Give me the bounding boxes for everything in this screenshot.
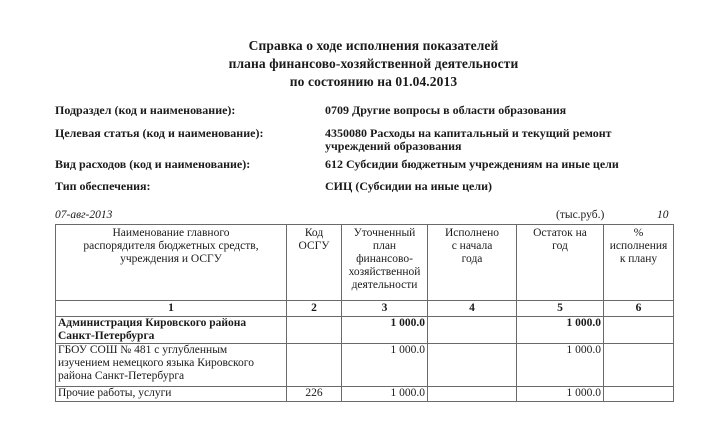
column-number-row [56, 301, 674, 317]
row-name-line: Администрация Кировского района [58, 317, 247, 329]
header-name-line: распорядителя бюджетных средств, [83, 240, 259, 252]
funding-value: СИЦ (Субсидии на иные цели) [325, 179, 492, 193]
title-line-3: по состоянию на 01.04.2013 [289, 74, 458, 89]
print-date: 07-авг-2013 [55, 209, 113, 221]
header-pct-line: исполнения [609, 240, 668, 252]
row-plan: 1 000.0 [342, 317, 428, 344]
target-value [325, 127, 612, 153]
page-number: 10 [657, 209, 669, 221]
table-row [56, 317, 674, 344]
header-rest-line: Остаток на [533, 227, 587, 239]
row-plan: 1 000.0 [342, 387, 428, 402]
header-pct [604, 225, 674, 301]
unit-label: (тыс.руб.) [556, 209, 605, 221]
row-done [428, 344, 517, 387]
table-header-row [56, 225, 674, 301]
table-row [56, 344, 674, 387]
row-name-line: изучением немецкого языка Кировского [58, 357, 254, 369]
row-plan: 1 000.0 [342, 344, 428, 387]
expense-label: Вид расходов (код и наименование): [55, 157, 251, 171]
column-number: 5 [517, 301, 604, 317]
header-rest-line: год [552, 240, 568, 252]
header-rest [517, 225, 604, 301]
header-plan-line: Уточненный [353, 227, 416, 239]
row-pct [604, 317, 674, 344]
header-pct-line: к плану [619, 253, 658, 265]
row-name-line: района Санкт-Петербурга [58, 370, 185, 382]
table-row [56, 387, 674, 402]
row-code [287, 344, 342, 387]
header-done-line: Исполнено [444, 227, 500, 239]
header-code-line: ОСГУ [298, 240, 330, 252]
target-value-line-1: 4350080 Расходы на капитальный и текущий ремонт [325, 126, 612, 140]
row-pct [604, 344, 674, 387]
header-done-line: с начала [451, 240, 493, 252]
column-number: 4 [428, 301, 517, 317]
header-code [287, 225, 342, 301]
row-pct [604, 387, 674, 402]
row-name-line: Санкт-Петербурга [58, 330, 155, 342]
header-name [56, 225, 287, 301]
column-number: 6 [604, 301, 674, 317]
column-number: 1 [56, 301, 287, 317]
header-code-line: Код [304, 227, 324, 239]
funding-label: Тип обеспечения: [55, 179, 151, 193]
column-number: 3 [342, 301, 428, 317]
header-done-line: года [461, 253, 483, 265]
row-name [56, 317, 287, 344]
subdivision-label: Подраздел (код и наименование): [55, 103, 236, 117]
row-rest: 1 000.0 [517, 317, 604, 344]
header-plan-line: деятельности [351, 279, 418, 291]
row-code [287, 317, 342, 344]
row-code: 226 [287, 387, 342, 402]
row-name: Прочие работы, услуги [56, 387, 287, 402]
column-number: 2 [287, 301, 342, 317]
target-value-line-2: учреждений образования [325, 139, 462, 153]
header-plan-line: хозяйственной [348, 266, 421, 278]
header-name-line: Наименование главного [112, 227, 230, 239]
row-name [56, 344, 287, 387]
header-plan-line: финансово- [356, 253, 413, 265]
row-name-line: ГБОУ СОШ № 481 с углубленным [58, 344, 228, 356]
subdivision-value: 0709 Другие вопросы в области образования [325, 103, 567, 117]
row-rest: 1 000.0 [517, 387, 604, 402]
header-plan [342, 225, 428, 301]
row-done [428, 317, 517, 344]
header-name-line: учреждения и ОСГУ [120, 253, 222, 265]
row-rest: 1 000.0 [517, 344, 604, 387]
expense-value: 612 Субсидии бюджетным учреждениям на иные цели [325, 157, 619, 171]
target-label: Целевая статья (код и наименование): [55, 126, 264, 140]
header-pct-line: % [633, 227, 644, 239]
header-plan-line: план [372, 240, 397, 252]
title-line-2: плана финансово-хозяйственной деятельности [228, 56, 519, 71]
execution-table [55, 224, 674, 402]
row-done [428, 387, 517, 402]
title-line-1: Справка о ходе исполнения показателей [248, 38, 499, 53]
document-title [0, 37, 717, 91]
header-done [428, 225, 517, 301]
